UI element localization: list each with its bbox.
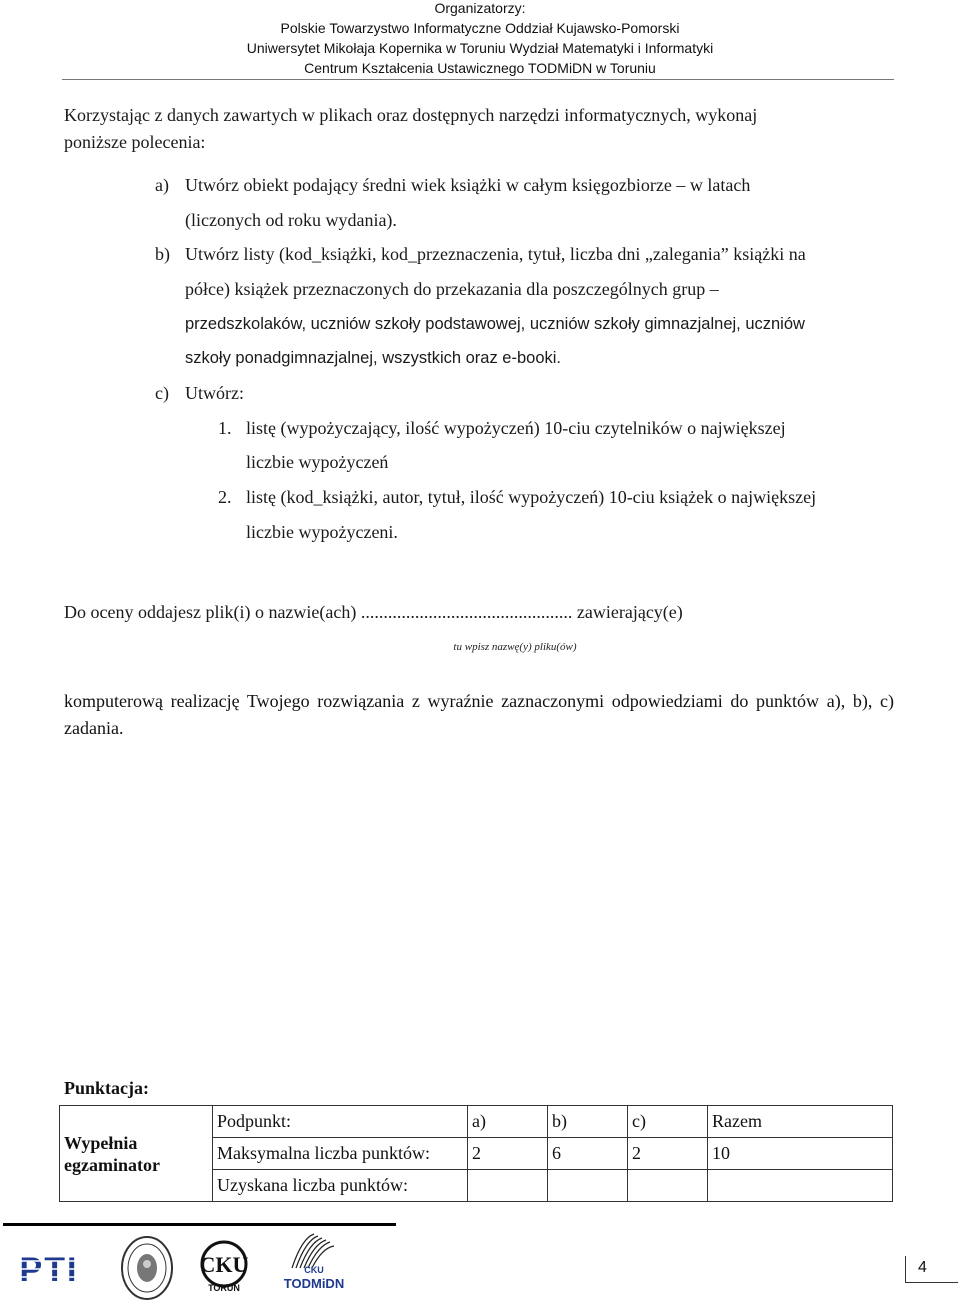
svg-text:CKU: CKU [199, 1252, 249, 1277]
cku-torun-logo [190, 1240, 258, 1297]
task-c-line-1: Utwórz: [185, 383, 244, 403]
organizer-pti: Polskie Towarzystwo Informatyczne Oddział Kujawsko-Pomorski [280, 20, 680, 36]
task-c1-line-1: listę (wypożyczający, ilość wypożyczeń) 10-ciu czytelników o największej [246, 418, 786, 438]
svg-text:TORUŃ: TORUŃ [208, 1283, 240, 1292]
task-c1-line-2: liczbie wypożyczeń [246, 452, 389, 472]
footer-divider [3, 1223, 396, 1226]
task-c2-line-2: liczbie wypożyczeni. [246, 522, 398, 542]
task-c-marker: c) [155, 383, 169, 403]
table-cell: a) [468, 1106, 548, 1138]
score-input-cell-total[interactable] [708, 1170, 893, 1202]
table-cell: Razem [708, 1106, 893, 1138]
table-cell: Podpunkt: [213, 1106, 468, 1138]
organizer-umk: Uniwersytet Mikołaja Kopernika w Toruniu Wydział Matematyki i Informatyki [246, 40, 714, 56]
examiner-label: Wypełnia egzaminator [60, 1106, 213, 1202]
filename-hint: tu wpisz nazwę(y) pliku(ów) [453, 641, 577, 653]
task-c1-marker: 1. [218, 418, 232, 438]
task-a-line-1: Utwórz obiekt podający średni wiek książki w całym księgozbiorze – w latach [185, 175, 751, 195]
table-cell: 6 [548, 1138, 628, 1170]
pti-logo-text: PTI [19, 1252, 79, 1286]
table-cell: 2 [468, 1138, 548, 1170]
pti-logo [10, 1252, 88, 1291]
intro-line-2: poniższe polecenia: [64, 132, 206, 152]
task-c2-line-1: listę (kod_książki, autor, tytuł, ilość wypożyczeń) 10-ciu książek o największej [246, 487, 817, 507]
organizer-cku: Centrum Kształcenia Ustawicznego TODMiDN w Toruniu [304, 60, 656, 76]
table-cell: 10 [708, 1138, 893, 1170]
task-b-line-3: przedszkolaków, uczniów szkoły podstawowej, uczniów szkoły gimnazjalnej, uczniów [185, 315, 805, 333]
task-b-line-1: Utwórz listy (kod_książki, kod_przeznaczenia, tytuł, liczba dni „zalegania” książki na [185, 244, 806, 264]
submit-paragraph: komputerową realizację Twojego rozwiązania z wyraźnie zaznaczonymi odpowiedziami do punktów a), b), c) zadania. [64, 691, 894, 738]
organizers-header [0, 0, 960, 78]
score-input-cell-c[interactable] [628, 1170, 708, 1202]
task-a-line-2: (liczonych od roku wydania). [185, 210, 397, 230]
page-number-box [905, 1256, 958, 1283]
task-b-marker: b) [155, 244, 170, 264]
task-b-line-4: szkoły ponadgimnazjalnej, wszystkich oraz e-booki. [185, 349, 562, 367]
table-row [60, 1106, 893, 1138]
page-number: 4 [918, 1259, 927, 1276]
table-cell: Uzyskana liczba punktów: [213, 1170, 468, 1202]
table-cell: c) [628, 1106, 708, 1138]
score-input-cell-a[interactable] [468, 1170, 548, 1202]
umk-seal-logo [120, 1235, 174, 1306]
task-b-line-2: półce) książek przeznaczonych do przekazania dla poszczególnych grup – [185, 279, 719, 299]
organizers-title: Organizatorzy: [434, 0, 526, 16]
table-cell: 2 [628, 1138, 708, 1170]
task-c2-marker: 2. [218, 487, 232, 507]
table-cell: b) [548, 1106, 628, 1138]
scoring-table [59, 1105, 893, 1202]
scoring-title: Punktacja: [64, 1078, 149, 1098]
header-divider [62, 79, 894, 80]
table-cell: Maksymalna liczba punktów: [213, 1138, 468, 1170]
score-input-cell-b[interactable] [548, 1170, 628, 1202]
submit-line: Do oceny oddajesz plik(i) o nazwie(ach) ............................................... zawierający(e) [64, 602, 683, 622]
task-a-marker: a) [155, 175, 169, 195]
svg-text:CKU: CKU [304, 1265, 324, 1275]
cku-todmidn-logo [282, 1228, 346, 1299]
svg-text:TODMiDN: TODMiDN [283, 1276, 345, 1291]
intro-line-1: Korzystając z danych zawartych w plikach oraz dostępnych narzędzi informatycznych, wykonaj [64, 105, 758, 125]
